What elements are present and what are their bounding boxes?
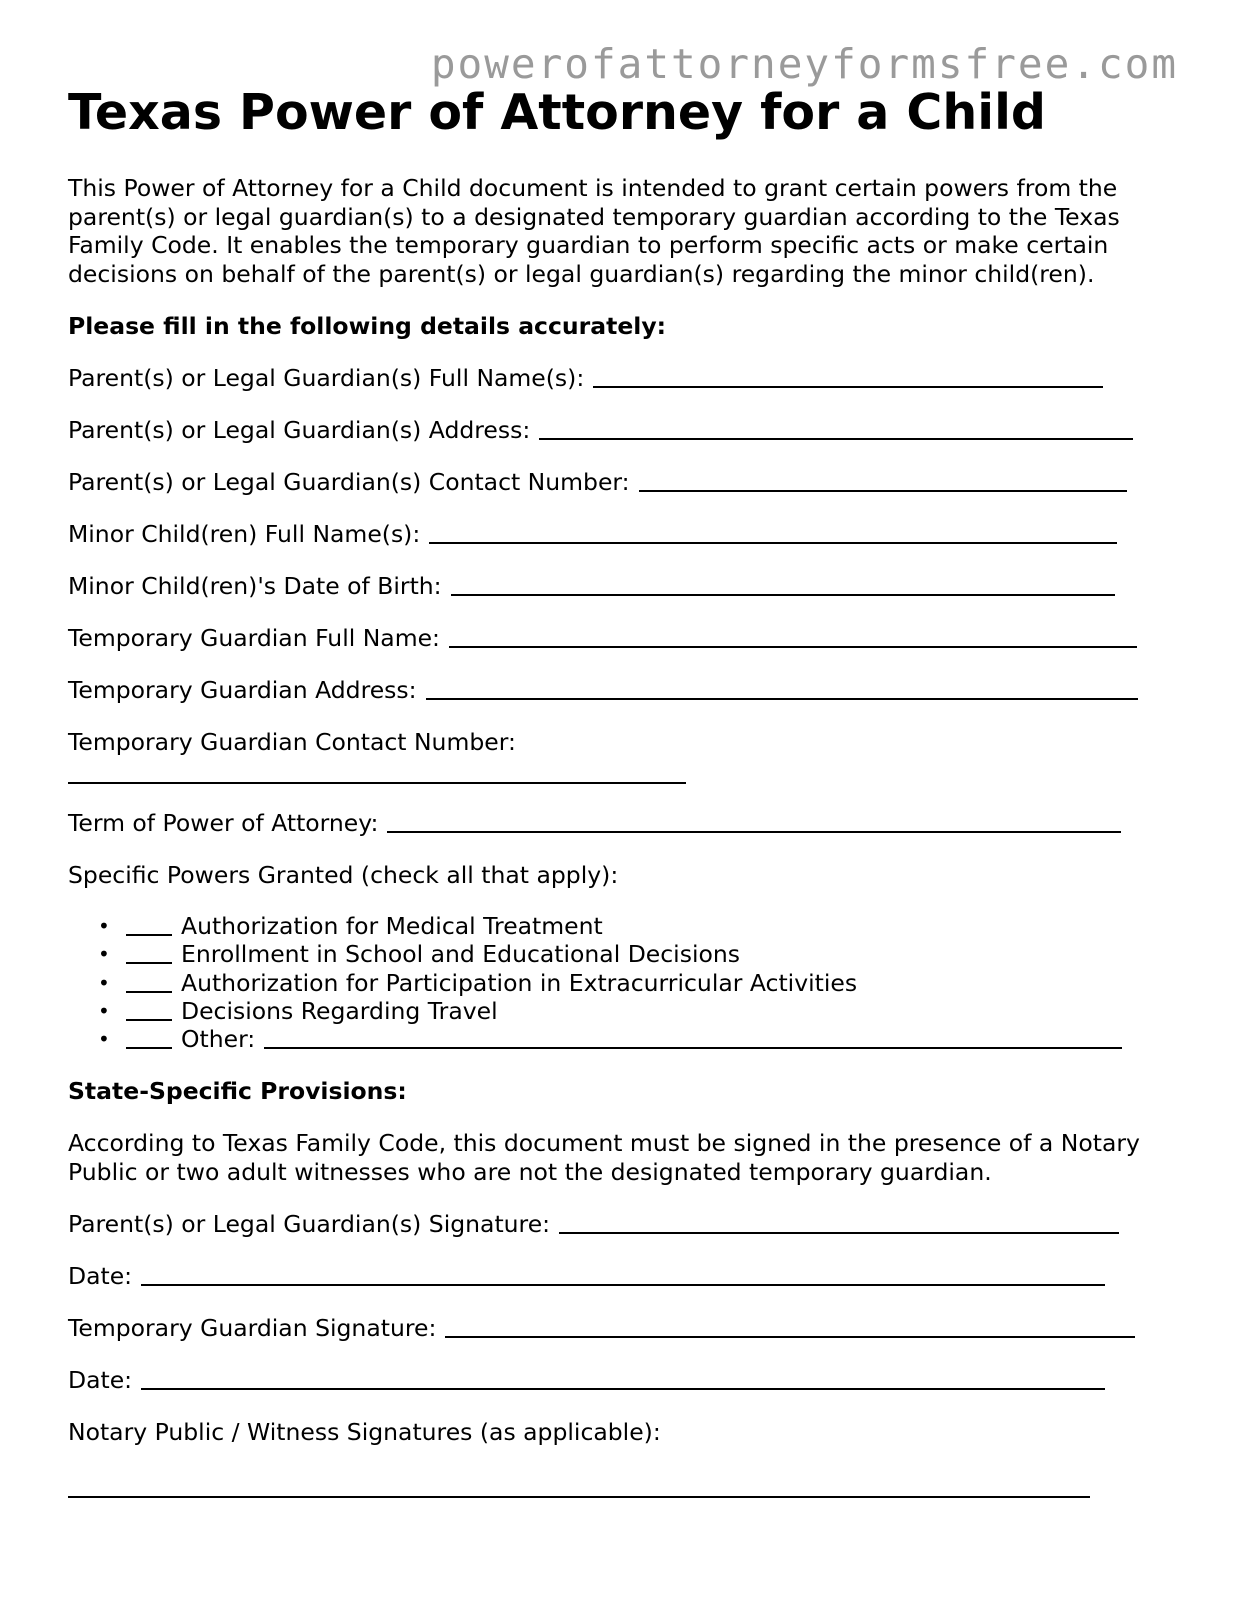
power-label-extracurricular: Authorization for Participation in Extracurricular Activities xyxy=(181,968,858,997)
guardian-signature-label: Temporary Guardian Signature: xyxy=(68,1314,437,1342)
power-check-school[interactable] xyxy=(126,940,172,964)
power-item-school xyxy=(98,940,1122,968)
date-label-1: Date: xyxy=(68,1262,133,1290)
parent-name-field[interactable] xyxy=(593,364,1103,388)
date-label-2: Date: xyxy=(68,1366,133,1394)
parent-signature-row xyxy=(68,1210,1119,1238)
guardian-address-label: Temporary Guardian Address: xyxy=(68,676,417,704)
bullet-icon: • xyxy=(98,942,110,967)
parent-address-row xyxy=(68,416,1133,444)
child-dob-row xyxy=(68,572,1115,600)
date-field-2[interactable] xyxy=(141,1366,1105,1390)
powers-list xyxy=(98,912,1122,1053)
guardian-contact-field[interactable] xyxy=(68,782,686,784)
power-item-extracurricular xyxy=(98,968,1122,996)
power-check-travel[interactable] xyxy=(126,997,172,1021)
power-label-travel: Decisions Regarding Travel xyxy=(181,996,498,1025)
provisions-paragraph: According to Texas Family Code, this document must be signed in the presence of a Notary Public or two adult witnesses who are not the designated temporary guardian. xyxy=(68,1129,1140,1186)
child-dob-label: Minor Child(ren)'s Date of Birth: xyxy=(68,572,442,600)
instructions-heading: Please fill in the following details accurately: xyxy=(68,312,667,340)
parent-name-row xyxy=(68,364,1103,392)
parent-signature-label: Parent(s) or Legal Guardian(s) Signature: xyxy=(68,1210,551,1238)
date-row-1 xyxy=(68,1262,1105,1290)
guardian-name-row xyxy=(68,624,1137,652)
parent-address-field[interactable] xyxy=(539,416,1133,440)
child-name-field[interactable] xyxy=(429,520,1117,544)
page-title: Texas Power of Attorney for a Child xyxy=(68,84,1046,141)
term-field[interactable] xyxy=(387,809,1121,833)
power-label-medical: Authorization for Medical Treatment xyxy=(181,912,603,941)
power-item-other xyxy=(98,1025,1122,1053)
parent-contact-row xyxy=(68,468,1127,496)
power-label-other: Other: xyxy=(181,1024,256,1053)
child-name-row xyxy=(68,520,1117,548)
term-row xyxy=(68,809,1121,837)
parent-name-label: Parent(s) or Legal Guardian(s) Full Name(s): xyxy=(68,364,585,392)
guardian-contact-label: Temporary Guardian Contact Number: xyxy=(68,728,516,756)
power-check-medical[interactable] xyxy=(126,912,172,936)
power-other-field[interactable] xyxy=(264,1025,1122,1049)
parent-signature-field[interactable] xyxy=(559,1210,1119,1234)
child-dob-field[interactable] xyxy=(451,572,1115,596)
intro-paragraph: This Power of Attorney for a Child document is intended to grant certain powers from the parent(s) or legal guardian(s) to a designated temporary guardian according to the Texas Family Code. It enables the temporary guardian to perform specific acts or make certain decisions on behalf of the parent(s) or legal guardian(s) regarding the minor child(ren). xyxy=(68,174,1120,288)
power-check-other[interactable] xyxy=(126,1025,172,1049)
guardian-contact-row xyxy=(68,728,516,756)
parent-contact-field[interactable] xyxy=(639,468,1127,492)
guardian-name-field[interactable] xyxy=(449,624,1137,648)
powers-heading: Specific Powers Granted (check all that apply): xyxy=(68,861,619,889)
term-label: Term of Power of Attorney: xyxy=(68,809,379,837)
bullet-icon: • xyxy=(98,998,110,1023)
child-name-label: Minor Child(ren) Full Name(s): xyxy=(68,520,421,548)
guardian-address-field[interactable] xyxy=(426,676,1138,700)
guardian-name-label: Temporary Guardian Full Name: xyxy=(68,624,440,652)
power-item-medical xyxy=(98,912,1122,940)
date-row-2 xyxy=(68,1366,1105,1394)
watermark: powerofattorneyformsfree.com xyxy=(430,40,1178,88)
guardian-address-row xyxy=(68,676,1138,704)
parent-address-label: Parent(s) or Legal Guardian(s) Address: xyxy=(68,416,531,444)
date-field-1[interactable] xyxy=(141,1262,1105,1286)
bullet-icon: • xyxy=(98,970,110,995)
power-label-school: Enrollment in School and Educational Decisions xyxy=(181,940,740,969)
notary-signature-field[interactable] xyxy=(68,1496,1090,1498)
bullet-icon: • xyxy=(98,1026,110,1051)
guardian-signature-field[interactable] xyxy=(445,1314,1135,1338)
power-check-extracurricular[interactable] xyxy=(126,969,172,993)
provisions-heading: State-Specific Provisions: xyxy=(68,1077,407,1105)
power-item-travel xyxy=(98,997,1122,1025)
guardian-signature-row xyxy=(68,1314,1135,1342)
bullet-icon: • xyxy=(98,914,110,939)
parent-contact-label: Parent(s) or Legal Guardian(s) Contact Number: xyxy=(68,468,630,496)
notary-label: Notary Public / Witness Signatures (as applicable): xyxy=(68,1418,661,1446)
